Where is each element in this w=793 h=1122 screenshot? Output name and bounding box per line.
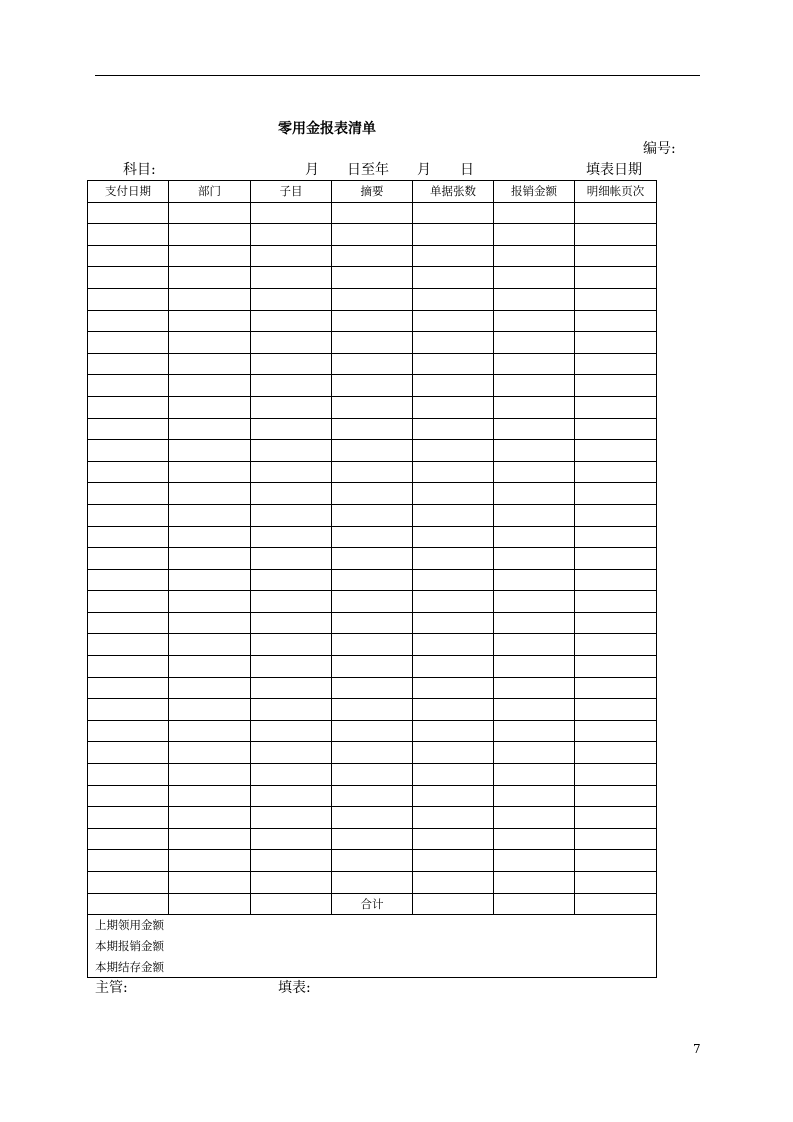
table-cell[interactable]	[169, 612, 251, 634]
table-cell[interactable]	[575, 375, 657, 397]
table-cell[interactable]	[88, 483, 169, 505]
table-cell[interactable]	[332, 353, 413, 375]
document-title: 零用金报表清单	[278, 121, 376, 137]
table-cell[interactable]	[413, 720, 494, 742]
table-cell[interactable]	[169, 461, 251, 483]
table-row	[88, 202, 657, 224]
table-row	[88, 634, 657, 656]
table-cell[interactable]	[251, 677, 332, 699]
table-cell[interactable]	[494, 785, 575, 807]
table-cell[interactable]	[413, 591, 494, 613]
table-cell[interactable]	[575, 591, 657, 613]
header-department: 部门	[169, 181, 251, 203]
table-cell[interactable]	[169, 591, 251, 613]
table-cell[interactable]	[575, 807, 657, 829]
table-cell[interactable]	[575, 288, 657, 310]
table-cell[interactable]	[251, 202, 332, 224]
table-cell[interactable]	[169, 353, 251, 375]
table-cell[interactable]	[413, 656, 494, 678]
table-cell[interactable]	[494, 526, 575, 548]
table-cell[interactable]	[575, 267, 657, 289]
table-cell[interactable]	[413, 828, 494, 850]
table-cell[interactable]	[332, 785, 413, 807]
table-cell[interactable]	[169, 483, 251, 505]
table-cell[interactable]	[575, 526, 657, 548]
total-cell	[494, 893, 575, 915]
table-cell[interactable]	[494, 591, 575, 613]
table-row	[88, 828, 657, 850]
table-row	[88, 548, 657, 570]
table-cell[interactable]	[494, 461, 575, 483]
table-cell[interactable]	[251, 267, 332, 289]
table-cell[interactable]	[169, 440, 251, 462]
table-cell[interactable]	[169, 224, 251, 246]
table-cell[interactable]	[332, 375, 413, 397]
table-cell[interactable]	[251, 504, 332, 526]
table-cell[interactable]	[251, 569, 332, 591]
header-rule	[95, 75, 700, 76]
table-cell[interactable]	[88, 828, 169, 850]
table-cell[interactable]	[575, 720, 657, 742]
table-cell[interactable]	[413, 872, 494, 894]
table-cell[interactable]	[494, 504, 575, 526]
table-cell[interactable]	[251, 807, 332, 829]
table-cell[interactable]	[332, 288, 413, 310]
table-row	[88, 267, 657, 289]
table-cell[interactable]	[169, 267, 251, 289]
table-cell[interactable]	[88, 504, 169, 526]
table-cell[interactable]	[413, 548, 494, 570]
table-cell[interactable]	[169, 569, 251, 591]
table-cell[interactable]	[494, 612, 575, 634]
table-cell[interactable]	[413, 267, 494, 289]
petty-cash-table	[87, 180, 657, 978]
table-cell[interactable]	[169, 418, 251, 440]
table-cell[interactable]	[575, 396, 657, 418]
table-cell[interactable]	[88, 526, 169, 548]
table-cell[interactable]	[332, 612, 413, 634]
table-cell[interactable]	[251, 418, 332, 440]
table-cell[interactable]	[169, 764, 251, 786]
table-cell[interactable]	[251, 850, 332, 872]
table-cell[interactable]	[251, 332, 332, 354]
table-cell[interactable]	[251, 526, 332, 548]
table-row	[88, 375, 657, 397]
table-cell[interactable]	[88, 310, 169, 332]
table-cell[interactable]	[88, 569, 169, 591]
table-cell[interactable]	[251, 872, 332, 894]
table-cell[interactable]	[251, 612, 332, 634]
header-payment-date: 支付日期	[88, 181, 169, 203]
period-month-start: 月	[305, 162, 319, 178]
table-cell[interactable]	[494, 548, 575, 570]
table-cell[interactable]	[88, 872, 169, 894]
table-cell[interactable]	[169, 526, 251, 548]
table-cell[interactable]	[413, 202, 494, 224]
table-cell[interactable]	[413, 634, 494, 656]
summary-row	[88, 936, 657, 957]
table-cell[interactable]	[332, 396, 413, 418]
table-cell[interactable]	[494, 634, 575, 656]
table-row	[88, 440, 657, 462]
table-cell[interactable]	[251, 440, 332, 462]
table-row	[88, 353, 657, 375]
table-cell[interactable]	[413, 332, 494, 354]
table-cell[interactable]	[88, 396, 169, 418]
table-row	[88, 504, 657, 526]
table-cell[interactable]	[575, 656, 657, 678]
table-cell[interactable]	[251, 591, 332, 613]
table-row	[88, 224, 657, 246]
table-cell[interactable]	[169, 634, 251, 656]
total-cell	[169, 893, 251, 915]
table-cell[interactable]	[88, 267, 169, 289]
table-cell[interactable]	[494, 677, 575, 699]
total-cell	[575, 893, 657, 915]
table-row	[88, 699, 657, 721]
table-cell[interactable]	[332, 418, 413, 440]
table-cell[interactable]	[575, 612, 657, 634]
table-cell[interactable]	[169, 332, 251, 354]
header-summary: 摘要	[332, 181, 413, 203]
table-cell[interactable]	[494, 396, 575, 418]
table-row	[88, 288, 657, 310]
table-row	[88, 245, 657, 267]
table-cell[interactable]	[332, 483, 413, 505]
table-cell[interactable]	[251, 634, 332, 656]
table-cell[interactable]	[332, 742, 413, 764]
table-cell[interactable]	[251, 483, 332, 505]
table-cell[interactable]	[413, 850, 494, 872]
table-cell[interactable]	[332, 440, 413, 462]
table-row	[88, 742, 657, 764]
table-cell[interactable]	[88, 288, 169, 310]
table-cell[interactable]	[88, 224, 169, 246]
table-header-row	[88, 181, 657, 203]
table-cell[interactable]	[88, 548, 169, 570]
table-cell[interactable]	[575, 461, 657, 483]
table-row	[88, 569, 657, 591]
table-cell[interactable]	[88, 461, 169, 483]
table-cell[interactable]	[494, 267, 575, 289]
table-cell[interactable]	[88, 677, 169, 699]
table-cell[interactable]	[575, 785, 657, 807]
header-reimbursement-amount: 报销金额	[494, 181, 575, 203]
total-cell	[413, 893, 494, 915]
table-cell[interactable]	[575, 828, 657, 850]
table-cell[interactable]	[494, 288, 575, 310]
table-cell[interactable]	[494, 332, 575, 354]
table-cell[interactable]	[251, 785, 332, 807]
table-row	[88, 850, 657, 872]
table-cell[interactable]	[494, 224, 575, 246]
table-cell[interactable]	[494, 742, 575, 764]
table-cell[interactable]	[494, 245, 575, 267]
table-cell[interactable]	[575, 310, 657, 332]
table-cell[interactable]	[575, 440, 657, 462]
period-month-end: 月	[417, 162, 431, 178]
period-day-end: 日	[460, 162, 474, 178]
table-cell[interactable]	[575, 569, 657, 591]
header-sub-item: 子目	[251, 181, 332, 203]
table-cell[interactable]	[251, 764, 332, 786]
table-cell[interactable]	[251, 310, 332, 332]
table-cell[interactable]	[494, 569, 575, 591]
table-row	[88, 461, 657, 483]
summary-row	[88, 915, 657, 936]
table-cell[interactable]	[251, 699, 332, 721]
table-cell[interactable]	[251, 828, 332, 850]
table-row	[88, 656, 657, 678]
table-cell[interactable]	[413, 440, 494, 462]
table-cell[interactable]	[332, 807, 413, 829]
table-cell[interactable]	[494, 310, 575, 332]
table-cell[interactable]	[88, 612, 169, 634]
table-cell[interactable]	[494, 764, 575, 786]
table-cell[interactable]	[575, 483, 657, 505]
table-cell[interactable]	[413, 224, 494, 246]
table-cell[interactable]	[332, 764, 413, 786]
header-voucher-count: 单据张数	[413, 181, 494, 203]
table-cell[interactable]	[88, 245, 169, 267]
table-cell[interactable]	[251, 353, 332, 375]
total-cell	[251, 893, 332, 915]
table-cell[interactable]	[575, 742, 657, 764]
table-cell[interactable]	[575, 418, 657, 440]
page-number: 7	[693, 1042, 701, 1056]
total-cell	[88, 893, 169, 915]
table-cell[interactable]	[494, 850, 575, 872]
table-cell[interactable]	[332, 332, 413, 354]
table-row	[88, 418, 657, 440]
table-cell[interactable]	[494, 872, 575, 894]
table-cell[interactable]	[413, 807, 494, 829]
table-cell[interactable]	[169, 785, 251, 807]
table-cell[interactable]	[332, 699, 413, 721]
serial-number-label: 编号:	[643, 141, 676, 157]
table-cell[interactable]	[88, 202, 169, 224]
table-cell[interactable]	[169, 677, 251, 699]
table-cell[interactable]	[88, 634, 169, 656]
table-cell[interactable]	[332, 872, 413, 894]
table-cell[interactable]	[169, 850, 251, 872]
table-cell[interactable]	[494, 720, 575, 742]
table-cell[interactable]	[575, 548, 657, 570]
table-cell[interactable]	[88, 591, 169, 613]
table-cell[interactable]	[88, 764, 169, 786]
table-cell[interactable]	[88, 785, 169, 807]
table-cell[interactable]	[169, 720, 251, 742]
table-cell[interactable]	[169, 396, 251, 418]
current-period-reimbursed-label: 本期报销金额	[88, 936, 657, 957]
table-cell[interactable]	[251, 720, 332, 742]
table-cell[interactable]	[575, 202, 657, 224]
table-cell[interactable]	[494, 418, 575, 440]
table-cell[interactable]	[332, 850, 413, 872]
table-cell[interactable]	[575, 872, 657, 894]
table-cell[interactable]	[169, 245, 251, 267]
supervisor-label: 主管:	[95, 980, 128, 996]
table-cell[interactable]	[332, 634, 413, 656]
table-cell[interactable]	[413, 699, 494, 721]
table-cell[interactable]	[413, 612, 494, 634]
table-cell[interactable]	[332, 526, 413, 548]
table-cell[interactable]	[494, 353, 575, 375]
table-cell[interactable]	[169, 742, 251, 764]
table-cell[interactable]	[413, 677, 494, 699]
table-cell[interactable]	[332, 310, 413, 332]
table-cell[interactable]	[251, 224, 332, 246]
table-cell[interactable]	[169, 872, 251, 894]
table-cell[interactable]	[251, 656, 332, 678]
table-cell[interactable]	[169, 504, 251, 526]
table-cell[interactable]	[88, 353, 169, 375]
table-cell[interactable]	[251, 548, 332, 570]
fill-date-label: 填表日期	[586, 162, 642, 178]
table-cell[interactable]	[169, 288, 251, 310]
table-cell[interactable]	[251, 742, 332, 764]
header-ledger-page: 明细帐页次	[575, 181, 657, 203]
table-cell[interactable]	[575, 764, 657, 786]
table-cell[interactable]	[332, 720, 413, 742]
table-cell[interactable]	[88, 440, 169, 462]
table-cell[interactable]	[169, 807, 251, 829]
table-cell[interactable]	[332, 461, 413, 483]
total-label: 合计	[332, 893, 413, 915]
table-cell[interactable]	[413, 353, 494, 375]
table-cell[interactable]	[332, 591, 413, 613]
table-cell[interactable]	[251, 375, 332, 397]
table-cell[interactable]	[575, 224, 657, 246]
table-row	[88, 332, 657, 354]
table-cell[interactable]	[413, 461, 494, 483]
table-cell[interactable]	[332, 267, 413, 289]
table-row	[88, 807, 657, 829]
period-day-to-year: 日至年	[347, 162, 389, 178]
table-cell[interactable]	[169, 202, 251, 224]
table-cell[interactable]	[575, 850, 657, 872]
table-row	[88, 872, 657, 894]
previous-period-received-label: 上期领用金额	[88, 915, 657, 936]
table-cell[interactable]	[413, 785, 494, 807]
table-cell[interactable]	[169, 656, 251, 678]
table-cell[interactable]	[88, 332, 169, 354]
table-cell[interactable]	[332, 569, 413, 591]
table-cell[interactable]	[88, 742, 169, 764]
filler-label: 填表:	[278, 980, 311, 996]
table-cell[interactable]	[332, 245, 413, 267]
table-row	[88, 396, 657, 418]
table-cell[interactable]	[494, 440, 575, 462]
table-cell[interactable]	[413, 569, 494, 591]
table-cell[interactable]	[251, 396, 332, 418]
table-cell[interactable]	[88, 699, 169, 721]
table-cell[interactable]	[494, 483, 575, 505]
total-row	[88, 893, 657, 915]
subject-label: 科目:	[123, 162, 156, 178]
table-cell[interactable]	[332, 828, 413, 850]
summary-row	[88, 956, 657, 977]
table-cell[interactable]	[169, 548, 251, 570]
table-cell[interactable]	[494, 656, 575, 678]
table-cell[interactable]	[169, 310, 251, 332]
table-cell[interactable]	[413, 245, 494, 267]
current-period-balance-label: 本期结存金额	[88, 956, 657, 977]
table-cell[interactable]	[575, 677, 657, 699]
table-cell[interactable]	[88, 807, 169, 829]
table-cell[interactable]	[88, 720, 169, 742]
table-cell[interactable]	[332, 504, 413, 526]
table-cell[interactable]	[575, 504, 657, 526]
table-cell[interactable]	[494, 202, 575, 224]
table-cell[interactable]	[494, 828, 575, 850]
table-cell[interactable]	[413, 310, 494, 332]
table-row	[88, 483, 657, 505]
table-body	[88, 202, 657, 893]
table-cell[interactable]	[169, 828, 251, 850]
table-cell[interactable]	[251, 461, 332, 483]
table-cell[interactable]	[494, 699, 575, 721]
table-cell[interactable]	[169, 375, 251, 397]
table-cell[interactable]	[494, 807, 575, 829]
table-cell[interactable]	[88, 375, 169, 397]
table-cell[interactable]	[413, 418, 494, 440]
table-cell[interactable]	[169, 699, 251, 721]
table-row	[88, 612, 657, 634]
table-cell[interactable]	[575, 332, 657, 354]
table-row	[88, 310, 657, 332]
table-cell[interactable]	[413, 483, 494, 505]
table-cell[interactable]	[575, 699, 657, 721]
table-row	[88, 677, 657, 699]
table-cell[interactable]	[494, 375, 575, 397]
table-row	[88, 785, 657, 807]
table-cell[interactable]	[332, 677, 413, 699]
table-cell[interactable]	[413, 526, 494, 548]
table-row	[88, 526, 657, 548]
table-cell[interactable]	[88, 418, 169, 440]
table-cell[interactable]	[413, 396, 494, 418]
table-cell[interactable]	[413, 742, 494, 764]
table-cell[interactable]	[332, 656, 413, 678]
table-cell[interactable]	[575, 634, 657, 656]
table-cell[interactable]	[332, 224, 413, 246]
table-cell[interactable]	[413, 288, 494, 310]
table-cell[interactable]	[413, 504, 494, 526]
table-cell[interactable]	[413, 764, 494, 786]
table-row	[88, 720, 657, 742]
table-cell[interactable]	[88, 656, 169, 678]
table-cell[interactable]	[88, 850, 169, 872]
table-cell[interactable]	[251, 245, 332, 267]
table-row	[88, 764, 657, 786]
table-row	[88, 591, 657, 613]
table-cell[interactable]	[332, 202, 413, 224]
table-cell[interactable]	[575, 353, 657, 375]
table-cell[interactable]	[575, 245, 657, 267]
table-cell[interactable]	[251, 288, 332, 310]
table-cell[interactable]	[332, 548, 413, 570]
table-cell[interactable]	[413, 375, 494, 397]
